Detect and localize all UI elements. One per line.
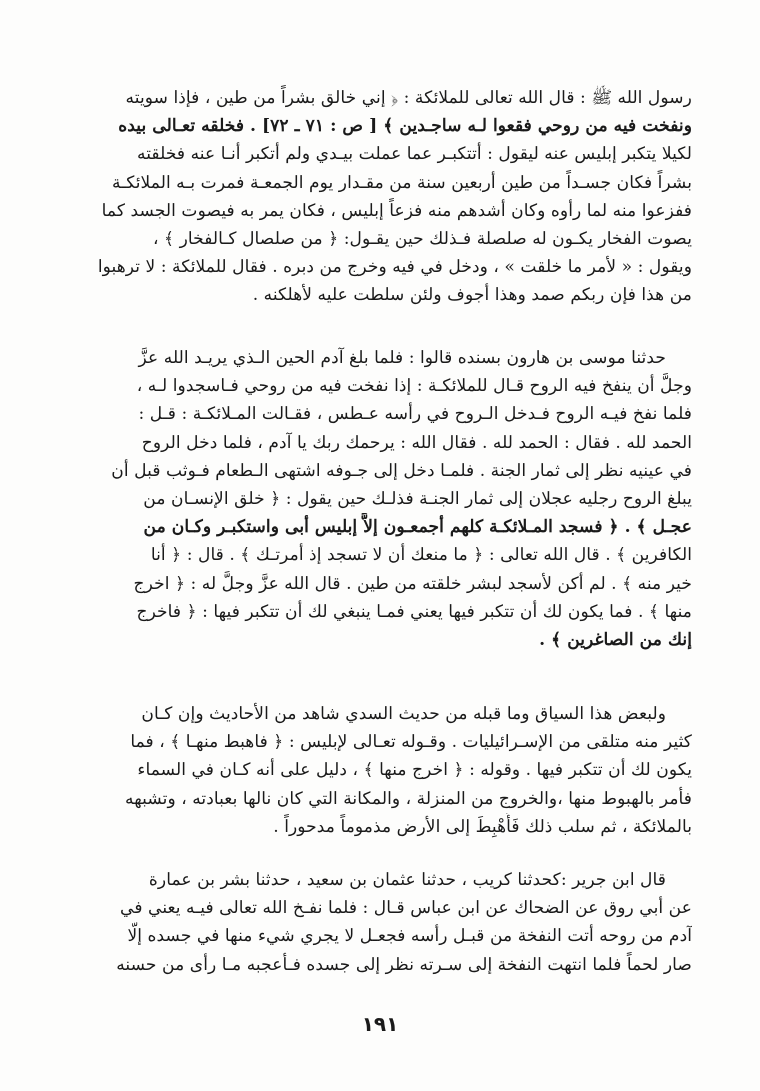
text-line: فلما نفخ فيـه الروح فـدخل الـروح في رأسه عـطس ، فقـالت المـلائكـة : قـل :: [138, 404, 692, 425]
text-line: بشراً فكان جسـداً من طين أربعين سنة من مقـدار يوم الجمعـة فمرت بـه الملائكـة: [111, 172, 692, 193]
text-line: الحمد لله . فقال : الحمد لله . فقال الله : يرحمك ربك يا آدم ، فلما دخل الروح: [141, 432, 692, 453]
text-line: وجلَّ أن ينفخ فيه الروح قـال للملائكـة : إذا نفخت فيه من روحي فـاسجدوا لـه ،: [136, 376, 692, 397]
text-line: فأمر بالهبوط منها ،والخروج من المنزلة ، والمكانة التي كان نالها بعبادته ، وتشبهه: [125, 788, 692, 809]
text-line: حدثنا موسى بن هارون بسنده قالوا : فلما بلغ آدم الحين الـذي يريـد الله عزَّ: [138, 348, 666, 368]
text-line: إنك من الصاغرين ﴾ .: [539, 630, 692, 651]
text-line: بالملائكة ، ثم سلب ذلك فَأُهْبِطَ إلى الأرض مذموماً مدحوراً .: [273, 816, 692, 837]
text-line: يصوت الفخار يكـون له صلصلة فـذلك حين يقـول: ﴿ من صلصال كـالفخار ﴾ ،: [153, 229, 692, 250]
text-line: لكيلا يتكبر إبليس عنه ليقول : أتتكبـر عما عملت بيـدي ولم أتكبر أنـا عنه فخلقته: [137, 144, 692, 165]
text-line: رسول الله ﷺ : قال الله تعالى للملائكة : ﴿ إني خالق بشراً من طين ، فإذا سويته: [125, 88, 692, 108]
text-line: ففزعوا منه لما رأوه وكان أشدهم منه فزعاً إبليس ، فكان يمر به فيصوت الجسد كما: [101, 200, 692, 221]
text-line: عجـل ﴾ . ﴿ فسجد المـلائكـة كلهم أجمعـون إلاَّ إبليس أبى واستكبـر وكـان من: [143, 517, 692, 538]
paragraph-3: [70, 700, 692, 841]
text-line: ويقول : « لأمر ما خلقت » ، ودخل في فيه وخرج من دبره . فقال للملائكة : لا ترهبوا: [97, 257, 692, 278]
text-line: من هذا فإن ربكم صمد وهذا أجوف ولئن سلطت عليه لأهلكنه .: [252, 285, 692, 306]
paragraph-2: [70, 344, 692, 654]
text-line: ولبعض هذا السياق وما قبله من حديث السدي شاهد من الأحاديث وإن كـان: [141, 704, 666, 724]
text-line: الكافرين ﴾ . قال الله تعالى : ﴿ ما منعك أن لا تسجد إذ أمرتـك ﴾ . قال : ﴿ أنا: [150, 545, 692, 566]
text-line: يبلغ الروح رجليه عجلان إلى ثمار الجنـة فذلـك حين يقول : ﴿ خلق الإنسـان من: [143, 489, 692, 510]
text-line: آدم من روحه أتت النفخة من قبـل رأسه فجعـل لا يجري شيء منها في جسده إلّا: [127, 926, 692, 947]
text-line: ونفخت فيه من روحي فقعوا لـه ساجـدين ﴾ [ ص : ٧١ ـ ٧٢] . فخلقه تعـالى بيده: [118, 116, 692, 137]
text-line: في عينيه نظر إلى ثمار الجنة . فلمـا دخل إلى جـوفه اشتهى الـطعام فـوثب قبل أن: [111, 460, 692, 481]
text-line: خير منه ﴾ . لم أكن لأسجد لبشر خلقته من طين . قال الله عزَّ وجلَّ له : ﴿ اخرج: [133, 573, 692, 594]
text-line: يكون لك أن تتكبر فيها . وقوله : ﴿ اخرج منها ﴾ ، دليل على أنه كـان في السماء: [137, 760, 692, 781]
text-line: منها ﴾ . فما يكون لك أن تتكبر فيها يعني فمـا ينبغي لك أن تتكبر فيها : ﴿ فاخرج: [136, 601, 692, 622]
page-number: ١٩١: [361, 1012, 399, 1036]
text-line: كثير منه متلقى من الإسـرائيليات . وقـوله تعـالى لإبليس : ﴿ فاهبط منهـا ﴾ ، فما: [130, 732, 692, 753]
paragraph-1: [70, 84, 692, 310]
text-line: قال ابن جرير :كحدثنا كريب ، حدثنا عثمان بن سعيد ، حدثنا بشر بن عمارة: [148, 870, 666, 890]
paragraph-4: [70, 866, 692, 979]
text-line: صار لحماً فلما انتهت النفخة إلى سـرته نظر إلى جسده فـأعجبه مـا رأى من حسنه: [116, 954, 692, 975]
text-line: عن أبي روق عن الضحاك عن ابن عباس قـال : فلما نفـخ الله تعالى فيـه يعني في: [120, 898, 692, 919]
